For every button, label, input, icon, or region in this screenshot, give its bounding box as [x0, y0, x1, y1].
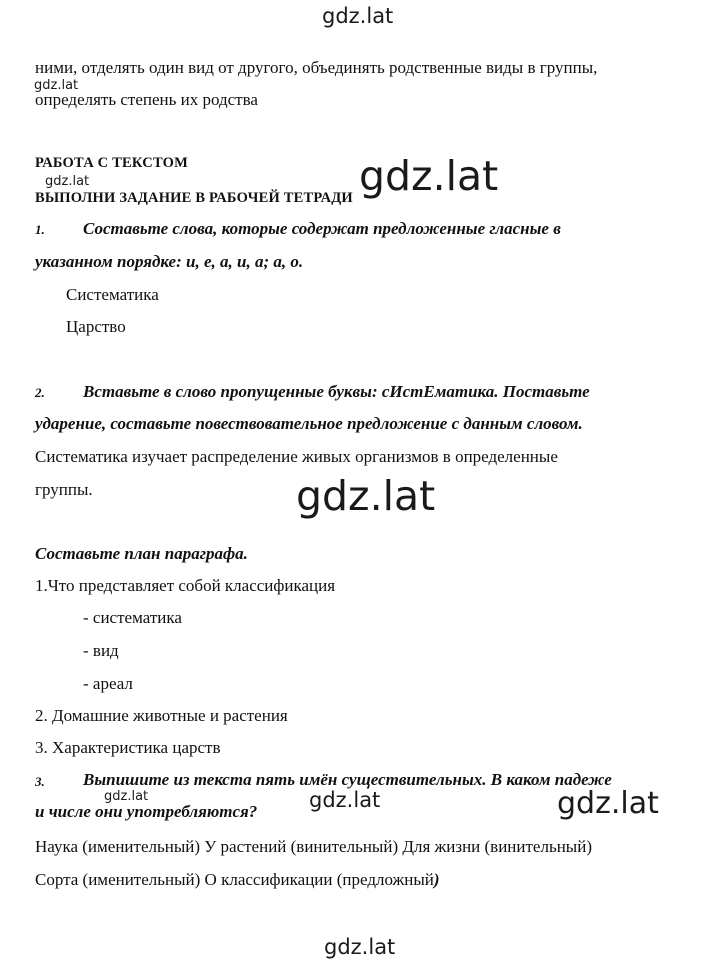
- answer-line-2: [35, 869, 440, 891]
- answer-word: Царство: [66, 317, 126, 336]
- watermark: gdz.lat: [359, 152, 499, 200]
- answer-text: Сорта (именительный) О классификации (предложный: [35, 870, 434, 889]
- task-number: 2.: [35, 385, 45, 400]
- task-text-line-1: Вставьте в слово пропущенные буквы: сИстЕматика. Поставьте: [83, 382, 590, 401]
- plan-subitem: - вид: [83, 641, 119, 660]
- plan-subitem: - ареал: [83, 674, 133, 693]
- section-title: РАБОТА С ТЕКСТОМ: [35, 155, 188, 171]
- watermark: gdz.lat: [557, 786, 659, 821]
- answer-word: Систематика: [66, 285, 159, 304]
- watermark: gdz.lat: [34, 78, 79, 93]
- task-text-line-1: Выпишите из текста пять имён существительных. В каком падеже: [83, 770, 612, 789]
- plan-item: 1.Что представляет собой классификация: [35, 576, 336, 595]
- task-text-line-2: указанном порядке: и, е, а, и, а; а, о.: [35, 252, 304, 271]
- watermark: gdz.lat: [309, 788, 381, 812]
- plan-item: 3. Характеристика царств: [35, 738, 221, 757]
- task-text-line-2: ударение, составьте повествовательное предложение с данным словом.: [35, 414, 583, 433]
- plan-title: Составьте план параграфа.: [35, 544, 248, 563]
- task-text-line-1: Составьте слова, которые содержат предложенные гласные в: [83, 219, 561, 238]
- task-text-line-2: и числе они употребляются?: [35, 802, 258, 821]
- plan-subitem: - систематика: [83, 608, 182, 627]
- task-number: 3.: [35, 774, 45, 789]
- answer-line-1: Систематика изучает распределение живых организмов в определенные: [35, 447, 558, 466]
- section-subtitle: ВЫПОЛНИ ЗАДАНИЕ В РАБОЧЕЙ ТЕТРАДИ: [35, 190, 353, 206]
- answer-line-1: Наука (именительный) У растений (винительный) Для жизни (винительный): [35, 837, 592, 856]
- watermark: gdz.lat: [322, 4, 394, 28]
- watermark: gdz.lat: [104, 789, 149, 804]
- task-number: 1.: [35, 222, 45, 237]
- plan-item: 2. Домашние животные и растения: [35, 706, 288, 725]
- closing-paren: ): [433, 870, 440, 889]
- intro-line-2: определять степень их родства: [35, 90, 258, 109]
- intro-line-1: ними, отделять один вид от другого, объединять родственные виды в группы,: [35, 58, 598, 77]
- watermark: gdz.lat: [324, 935, 396, 959]
- watermark: gdz.lat: [45, 174, 90, 189]
- answer-line-2: группы.: [35, 480, 93, 499]
- watermark: gdz.lat: [296, 472, 436, 520]
